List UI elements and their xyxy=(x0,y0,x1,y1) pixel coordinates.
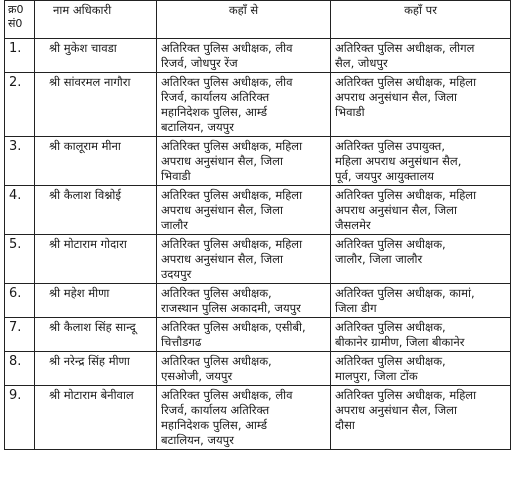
from-posting-line: रिजर्व, जोधपुर रेंज xyxy=(161,56,238,70)
transfer-table xyxy=(4,0,511,450)
table-row xyxy=(5,39,511,73)
serial-number-cell: 7. xyxy=(5,318,35,352)
from-posting-line: जालौर xyxy=(161,218,188,232)
from-posting-line: अतिरिक्त पुलिस अधीक्षक, महिला xyxy=(161,188,303,202)
from-posting-line: महानिदेशक पुलिस, आर्म्ड xyxy=(161,105,268,119)
from-posting-line: अतिरिक्त पुलिस अधीक्षक, xyxy=(161,354,272,368)
officer-name-cell: श्री मुकेश चावडा xyxy=(35,39,157,73)
officer-name-cell: श्री कैलाश सिंह सान्दू xyxy=(35,318,157,352)
to-posting-line: सैल, जोधपुर xyxy=(335,56,388,70)
serial-number-cell: 4. xyxy=(5,186,35,235)
from-posting-line: रिजर्व, कार्यालय अतिरिक्त xyxy=(161,90,270,104)
table-row xyxy=(5,186,511,235)
to-posting-line: बीकानेर ग्रामीण, जिला बीकानेर xyxy=(335,335,465,349)
from-posting-cell xyxy=(157,186,331,235)
from-posting-line: चित्तौडगढ xyxy=(161,335,202,349)
from-posting-line: बटालियन, जयपुर xyxy=(161,120,234,134)
to-posting-cell xyxy=(331,137,511,186)
from-posting-cell xyxy=(157,73,331,137)
from-posting-line: राजस्थान पुलिस अकादमी, जयपुर xyxy=(161,301,301,315)
table-header-row xyxy=(5,1,511,39)
from-posting-cell xyxy=(157,39,331,73)
from-posting-line: एसओजी, जयपुर xyxy=(161,369,233,383)
serial-number-header xyxy=(5,1,35,39)
to-posting-cell xyxy=(331,186,511,235)
to-posting-line: जैसलमेर xyxy=(335,218,371,232)
to-posting-line: अतिरिक्त पुलिस अधीक्षक, महिला xyxy=(335,75,477,89)
from-posting-line: बटालियन, जयपुर xyxy=(161,433,234,447)
to-posting-cell xyxy=(331,352,511,386)
serial-number-cell: 9. xyxy=(5,386,35,450)
table-row xyxy=(5,73,511,137)
officer-name-header: नाम अधिकारी xyxy=(35,1,157,39)
officer-name-cell: श्री कैलाश विश्नोई xyxy=(35,186,157,235)
officer-name-cell: श्री नरेन्द्र सिंह मीणा xyxy=(35,352,157,386)
transfer-order-document xyxy=(4,0,510,500)
from-posting-line: अतिरिक्त पुलिस अधीक्षक, महिला xyxy=(161,237,303,251)
from-posting-line: अपराध अनुसंधान सैल, जिला xyxy=(161,203,283,217)
from-posting-line: अतिरिक्त पुलिस अधीक्षक, xyxy=(161,286,272,300)
from-posting-cell xyxy=(157,352,331,386)
from-posting-cell xyxy=(157,318,331,352)
to-posting-line: भिवाडी xyxy=(335,105,365,119)
from-posting-cell xyxy=(157,386,331,450)
to-posting-line: जालौर, जिला जालौर xyxy=(335,252,423,266)
to-posting-cell xyxy=(331,235,511,284)
to-posting-line: अतिरिक्त पुलिस अधीक्षक, महिला xyxy=(335,388,477,402)
to-posting-line: महिला अपराध अनुसंधान सैल, xyxy=(335,154,462,168)
serial-number-cell: 2. xyxy=(5,73,35,137)
from-posting-cell xyxy=(157,137,331,186)
to-posting-cell xyxy=(331,284,511,318)
from-posting-line: अपराध अनुसंधान सैल, जिला xyxy=(161,252,283,266)
to-posting-cell xyxy=(331,386,511,450)
to-posting-line: अतिरिक्त पुलिस उपायुक्त, xyxy=(335,139,445,153)
to-posting-line: अपराध अनुसंधान सैल, जिला xyxy=(335,403,457,417)
to-posting-line: अपराध अनुसंधान सैल, जिला xyxy=(335,203,457,217)
from-posting-header: कहाँ से xyxy=(157,1,331,39)
from-posting-line: अतिरिक्त पुलिस अधीक्षक, महिला xyxy=(161,139,303,153)
from-posting-cell xyxy=(157,235,331,284)
to-posting-line: अतिरिक्त पुलिस अधीक्षक, xyxy=(335,320,446,334)
to-posting-cell xyxy=(331,39,511,73)
table-row xyxy=(5,318,511,352)
from-posting-cell xyxy=(157,284,331,318)
to-posting-line: अतिरिक्त पुलिस अधीक्षक, कामां, xyxy=(335,286,475,300)
to-posting-line: जिला डीग xyxy=(335,301,377,315)
table-row xyxy=(5,352,511,386)
officer-name-cell: श्री मोटाराम गोदारा xyxy=(35,235,157,284)
to-posting-line: मालपुरा, जिला टोंक xyxy=(335,369,418,383)
officer-name-cell: श्री कालूराम मीना xyxy=(35,137,157,186)
officer-name-cell: श्री महेश मीणा xyxy=(35,284,157,318)
table-row xyxy=(5,235,511,284)
to-posting-line: अपराध अनुसंधान सैल, जिला xyxy=(335,90,457,104)
to-posting-line: अतिरिक्त पुलिस अधीक्षक, महिला xyxy=(335,188,477,202)
to-posting-line: अतिरिक्त पुलिस अधीक्षक, xyxy=(335,354,446,368)
table-row xyxy=(5,284,511,318)
serial-header-line1: क्र0 xyxy=(8,3,24,16)
serial-header-line2: सं0 xyxy=(8,17,23,30)
table-row xyxy=(5,137,511,186)
from-posting-line: महानिदेशक पुलिस, आर्म्ड xyxy=(161,418,268,432)
to-posting-cell xyxy=(331,318,511,352)
from-posting-line: भिवाडी xyxy=(161,169,191,183)
to-posting-header: कहाँ पर xyxy=(331,1,511,39)
from-posting-line: अतिरिक्त पुलिस अधीक्षक, लीव xyxy=(161,388,293,402)
table-row xyxy=(5,386,511,450)
from-posting-line: अतिरिक्त पुलिस अधीक्षक, लीव xyxy=(161,41,293,55)
to-posting-line: दौसा xyxy=(335,418,355,432)
from-posting-line: अतिरिक्त पुलिस अधीक्षक, लीव xyxy=(161,75,293,89)
to-posting-line: अतिरिक्त पुलिस अधीक्षक, लीगल xyxy=(335,41,475,55)
officer-name-cell: श्री सांवरमल नागौरा xyxy=(35,73,157,137)
from-posting-line: रिजर्व, कार्यालय अतिरिक्त xyxy=(161,403,270,417)
serial-number-cell: 8. xyxy=(5,352,35,386)
to-posting-line: अतिरिक्त पुलिस अधीक्षक, xyxy=(335,237,446,251)
serial-number-cell: 5. xyxy=(5,235,35,284)
from-posting-line: उदयपुर xyxy=(161,267,192,281)
serial-number-cell: 6. xyxy=(5,284,35,318)
from-posting-line: अपराध अनुसंधान सैल, जिला xyxy=(161,154,283,168)
to-posting-cell xyxy=(331,73,511,137)
to-posting-line: पूर्व, जयपुर आयुक्तालय xyxy=(335,169,434,183)
officer-name-cell: श्री मोटाराम बेनीवाल xyxy=(35,386,157,450)
from-posting-line: अतिरिक्त पुलिस अधीक्षक, एसीबी, xyxy=(161,320,306,334)
serial-number-cell: 3. xyxy=(5,137,35,186)
serial-number-cell: 1. xyxy=(5,39,35,73)
